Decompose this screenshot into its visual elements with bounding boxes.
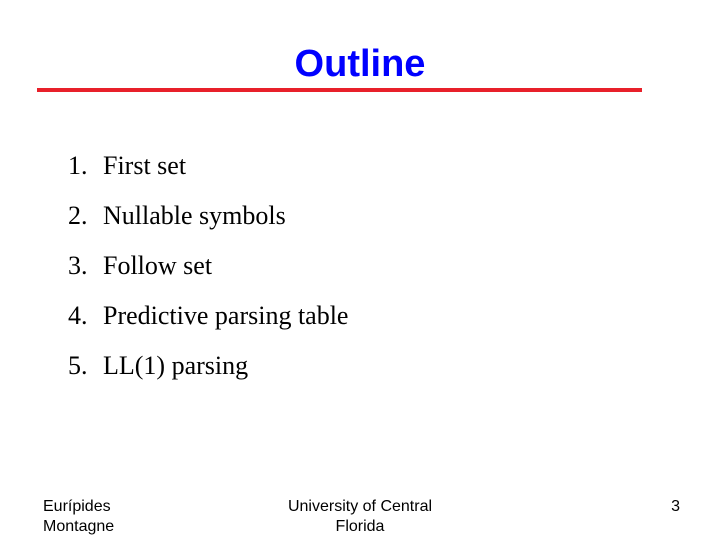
- outline-item-text: Predictive parsing table: [103, 301, 349, 330]
- footer-author-line: Eurípides: [43, 498, 111, 515]
- footer-institution-line: University of Central: [287, 498, 433, 515]
- outline-item-number: 4.: [68, 301, 88, 330]
- outline-item-text: First set: [103, 151, 187, 180]
- title-underline: [37, 88, 642, 92]
- outline-item-text: Nullable symbols: [103, 201, 286, 230]
- outline-item: [68, 346, 348, 396]
- outline-item-text: Follow set: [103, 251, 213, 280]
- outline-item-number: 1.: [68, 151, 88, 180]
- outline-item: [68, 196, 348, 246]
- outline-list: [68, 146, 348, 396]
- page-number: 3: [671, 498, 680, 515]
- outline-item: [68, 146, 348, 196]
- outline-item-number: 2.: [68, 201, 88, 230]
- outline-item-number: 3.: [68, 251, 88, 280]
- outline-item: [68, 296, 348, 346]
- footer-institution-line: Florida: [335, 518, 385, 535]
- footer-author-line: Montagne: [43, 518, 115, 535]
- outline-item-text: LL(1) parsing: [103, 351, 249, 380]
- footer-author: [43, 497, 163, 537]
- outline-item-number: 5.: [68, 351, 88, 380]
- footer-institution: [260, 497, 460, 537]
- slide-title: Outline: [294, 43, 426, 85]
- outline-item: [68, 246, 348, 296]
